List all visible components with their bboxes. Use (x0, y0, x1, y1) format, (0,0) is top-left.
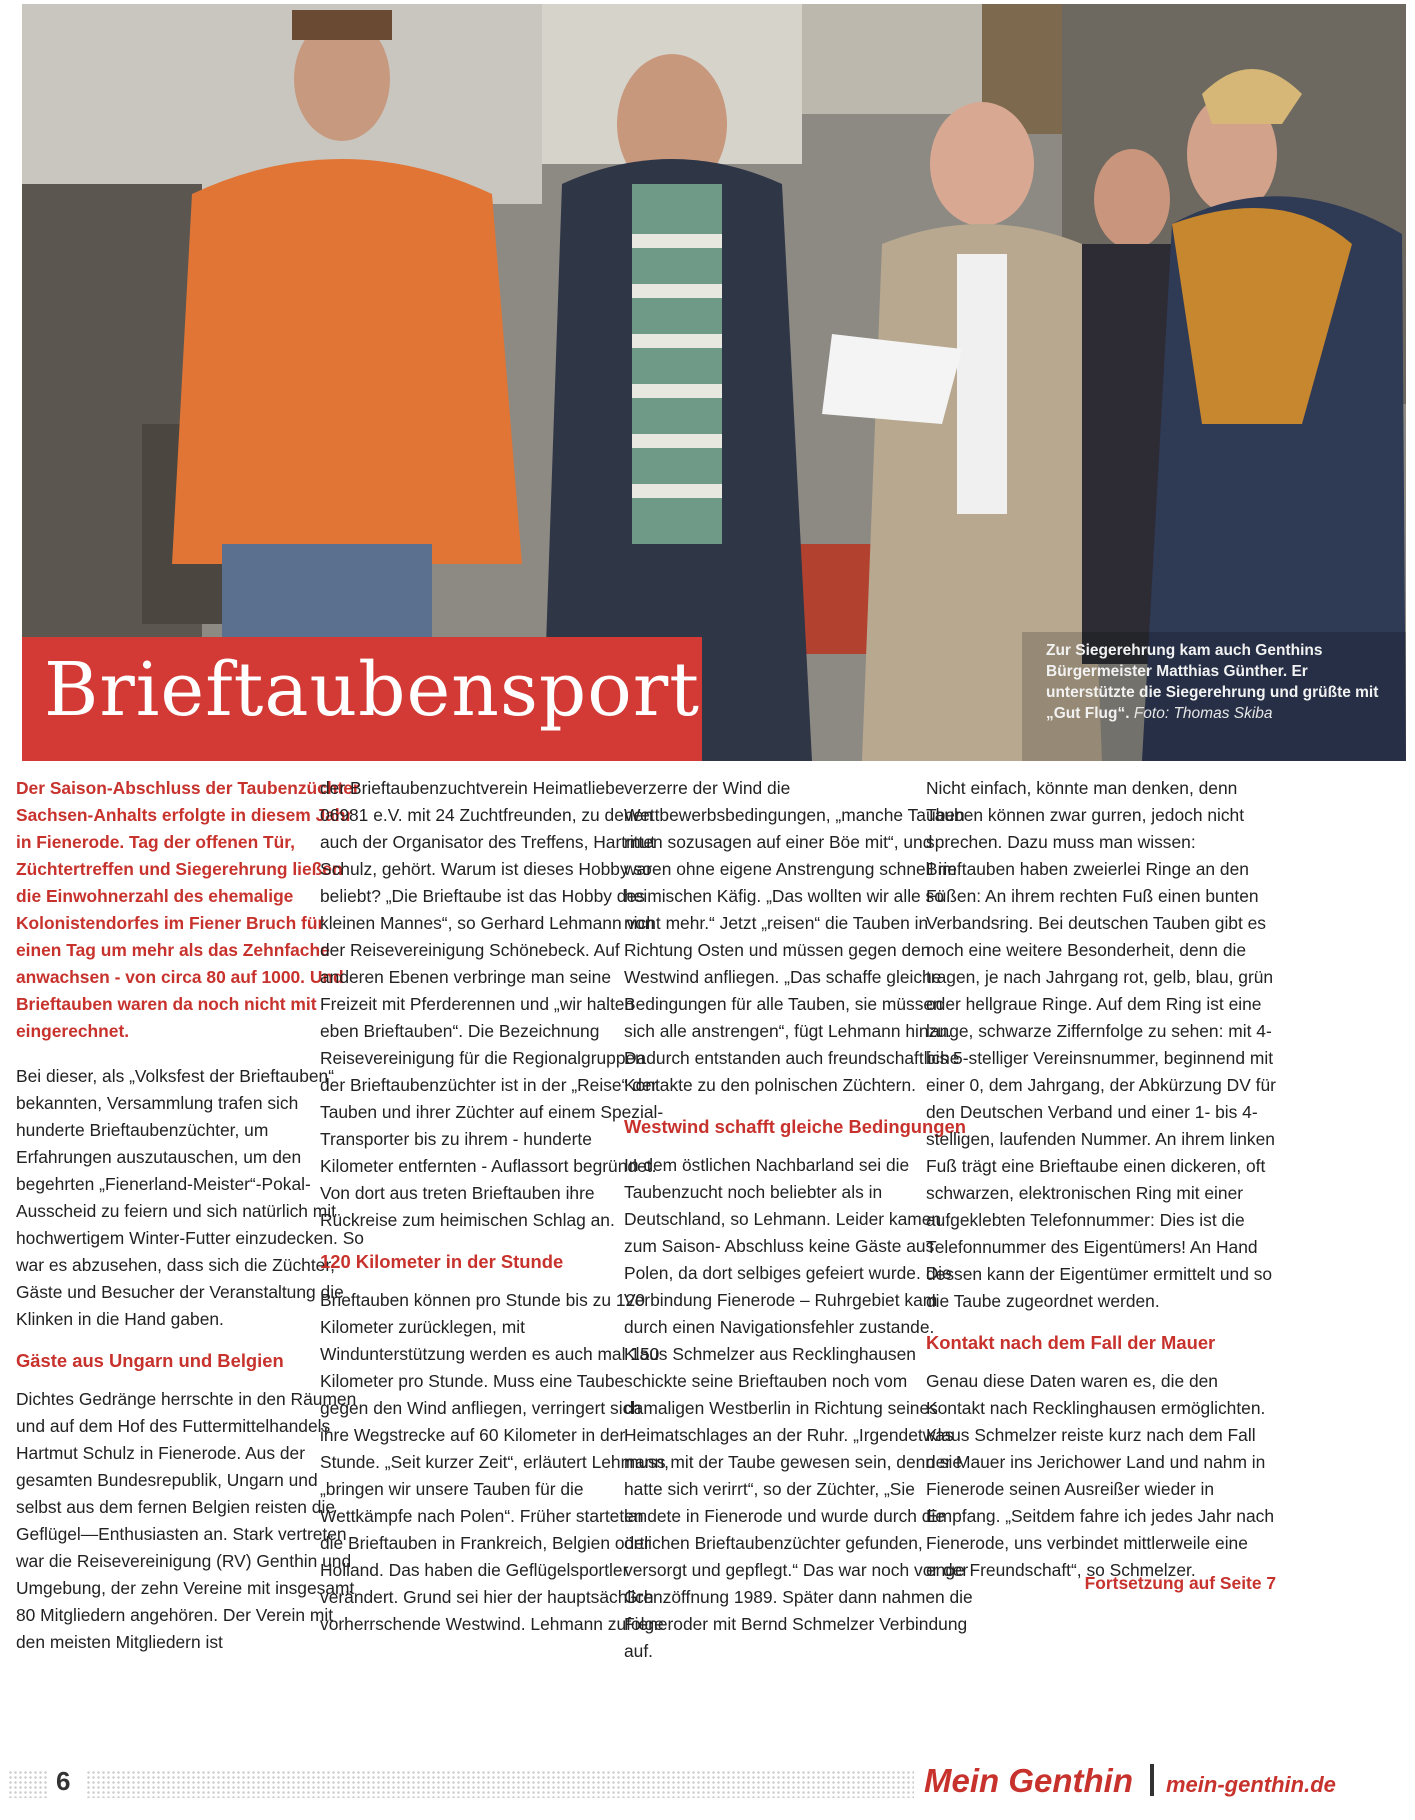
subheading: Kontakt nach dem Fall der Mauer (926, 1332, 1216, 1353)
column-1 (16, 775, 366, 1669)
paragraph: Genau diese Daten waren es, die den Kontakt nach Recklinghausen ermöglichten. Klaus Schmelzer reiste kurz nach dem Fall der Mauer ins Jerichower Land und nahm in Fienerode seinen Ausreißer wieder in Empfang. „Seitdem fahre ich jedes Jahr nach Fienerode, uns verbindet mittlerweile eine enge Freundschaft“, so Schmelzer. (926, 1371, 1274, 1580)
subheading: 120 Kilometer in der Stunde (320, 1251, 564, 1272)
paragraph: der Brieftaubenzuchtverein Heimatliebe 06981 e.V. mit 24 Zuchtfreunden, zu denen auch der Organisator des Treffens, Hartmut Schulz, gehört. Warum ist dieses Hobby so beliebt? „Die Brieftaube ist das Hobby des kleinen Mannes“, so Gerhard Lehmann von der Reisevereinigung Schönebeck. Auf anderen Ebenen verbringe man seine Freizeit mit Pferderennen und „wir halten eben Brieftauben“. Die Bezeichnung Reisevereinigung für die Regionalgruppen der Brieftaubenzüchter ist in der „Reise“ der Tauben und ihrer Züchter auf einem Spezial-Transporter bis zu ihrem - hunderte Kilometer entfernten - Auflassort begründet. Von dort aus treten Brieftauben ihre Rückreise zum heimischen Schlag an. (320, 778, 664, 1230)
photo-caption (1046, 640, 1394, 724)
brand-logo: Mein Genthin (924, 1762, 1133, 1799)
paragraph: Nicht einfach, könnte man denken, denn Tauben können zwar gurren, jedoch nicht sprechen. Dazu muss man wissen: Brieftauben haben zweierlei Ringe an den Füßen: An ihrem rechten Fuß einen bunten Verbandsring. Bei deutschen Tauben gibt es noch eine weitere Besonderheit, denn die tragen, je nach Jahrgang rot, gelb, blau, grün oder hellgraue Ringe. Auf dem Ring ist eine lange, schwarze Ziffernfolge zu sehen: mit 4- bis 5-stelliger Vereinsnummer, beginnend mit einer 0, dem Jahrgang, der Abkürzung DV für den Deutschen Verband und einer 1- bis 4-stelligen, laufenden Nummer. An ihrem linken Fuß trägt eine Brieftaube einen dickeren, oft schwarzen, elektronischen Ring mit einer aufgeklebten Telefonnummer: Dies ist die Telefonnummer des Eigentümers! An Hand dessen kann der Eigentümer ermittelt und so die Taube zugeordnet werden. (926, 778, 1276, 1311)
brand-url[interactable]: mein-genthin.de (1166, 1772, 1336, 1797)
continued-link[interactable]: Fortsetzung auf Seite 7 (1084, 1573, 1276, 1593)
paragraph: In dem östlichen Nachbarland sei die Taubenzucht noch beliebter als in Deutschland, so Lehmann. Leider kamen zum Saison- Abschluss keine Gäste aus Polen, da dort selbiges gefeiert wurde. Die Verbindung Fienerode – Ruhrgebiet kam durch einen Navigationsfehler zustande. Klaus Schmelzer aus Recklinghausen schickte seine Brieftauben noch vom damaligen Westberlin in Richtung seines Heimatschlages an der Ruhr. „Irgendetwas muss mit der Taube gewesen sein, denn sie hatte sich verirrt“, so der Züchter, „Sie landete in Fienerode und wurde durch die örtlichen Brieftaubenzüchter gefunden, versorgt und gepflegt.“ Das war noch vor der Grenzöffnung 1989. Später dann nahmen die Fieneroder mit Bernd Schmelzer Verbindung auf. (624, 1155, 973, 1661)
footer-pattern (8, 1770, 48, 1798)
paragraph: Dichtes Gedränge herrschte in den Räumen und auf dem Hof des Futtermittelhandels Hartmut Schulz in Fienerode. Aus der gesamten Bundesrepublik, Ungarn und selbst aus dem fernen Belgien reisten die Geflügel—Enthusiasten an. Stark vertreten war die Reisevereinigung (RV) Genthin und Umgebung, der zehn Vereine mit insgesamt 80 Mitgliedern angehören. Der Verein mit den meisten Mitgliedern ist (16, 1389, 357, 1652)
page-number: 6 (56, 1766, 71, 1796)
paragraph: verzerre der Wind die Wettbewerbsbedingungen, „manche Tauben ritten sozusagen auf einer Böe mit“, und waren ohne eigene Anstrengung schnell im heimischen Käfig. „Das wollten wir alle so nicht mehr.“ Jetzt „reisen“ die Tauben in Richtung Osten und müssen gegen den Westwind anfliegen. „Das schaffe gleiche Bedingungen für alle Tauben, sie müssen sich alle anstrengen“, fügt Lehmann hinzu. Dadurch entstanden auch freundschaftliche Kontakte zu den polnischen Züchtern. (624, 778, 965, 1095)
column-2 (320, 775, 670, 1651)
lead-paragraph: Der Saison-Abschluss der Taubenzüchter Sachsen-Anhalts erfolgte in diesem Jahr in Fienerode. Tag der offenen Tür, Züchtertreffen und Siegerehrung ließen die Einwohnerzahl des ehemalige Kolonistendorfes im Fiener Bruch für einen Tag um mehr als das Zehnfache anwachsen - von circa 80 auf 1000. Und Brieftauben waren da noch nicht mit eingerechnet. (16, 778, 360, 1041)
subheading: Gäste aus Ungarn und Belgien (16, 1350, 284, 1371)
caption-text: Zur Siegerehrung kam auch Genthins Bürgermeister Matthias Günther. Er unterstützte die Siegerehrung und grüßte mit „Gut Flug“. (1046, 642, 1379, 722)
photo-credit: Foto: Thomas Skiba (1133, 705, 1273, 722)
headline: Brieftaubensport (44, 647, 700, 733)
column-3 (624, 775, 974, 1678)
footer-pattern (86, 1770, 914, 1798)
paragraph: Bei dieser, als „Volksfest der Brieftauben“ bekannten, Versammlung trafen sich hunderte Brieftaubenzüchter, um Erfahrungen auszutauschen, um den begehrten „Fienerland-Meister“-Pokal-Ausscheid zu feiern und sich natürlich mit hochwertigem Winter-Futter einzudecken. So war es abzusehen, dass sich die Züchter, Gäste und Besucher der Veranstaltung die Klinken in die Hand gaben. (16, 1066, 364, 1329)
paragraph: Brieftauben können pro Stunde bis zu 120 Kilometer zurücklegen, mit Windunterstützung werden es auch mal 150 Kilometer pro Stunde. Muss eine Taube gegen den Wind anfliegen, verringert sich ihre Wegstrecke auf 60 Kilometer in der Stunde. „Seit kurzer Zeit“, erläutert Lehmann, „bringen wir unsere Tauben für die Wettkämpfe nach Polen“. Früher starteten die Brieftauben in Frankreich, Belgien oder Holland. Das haben die Geflügelsportler verändert. Grund sei hier der hauptsächlich vorherrschende Westwind. Lehmann zufolge (320, 1290, 669, 1634)
brand-divider (1150, 1764, 1154, 1796)
column-4 (926, 775, 1276, 1597)
subheading: Westwind schafft gleiche Bedingungen (624, 1116, 966, 1137)
